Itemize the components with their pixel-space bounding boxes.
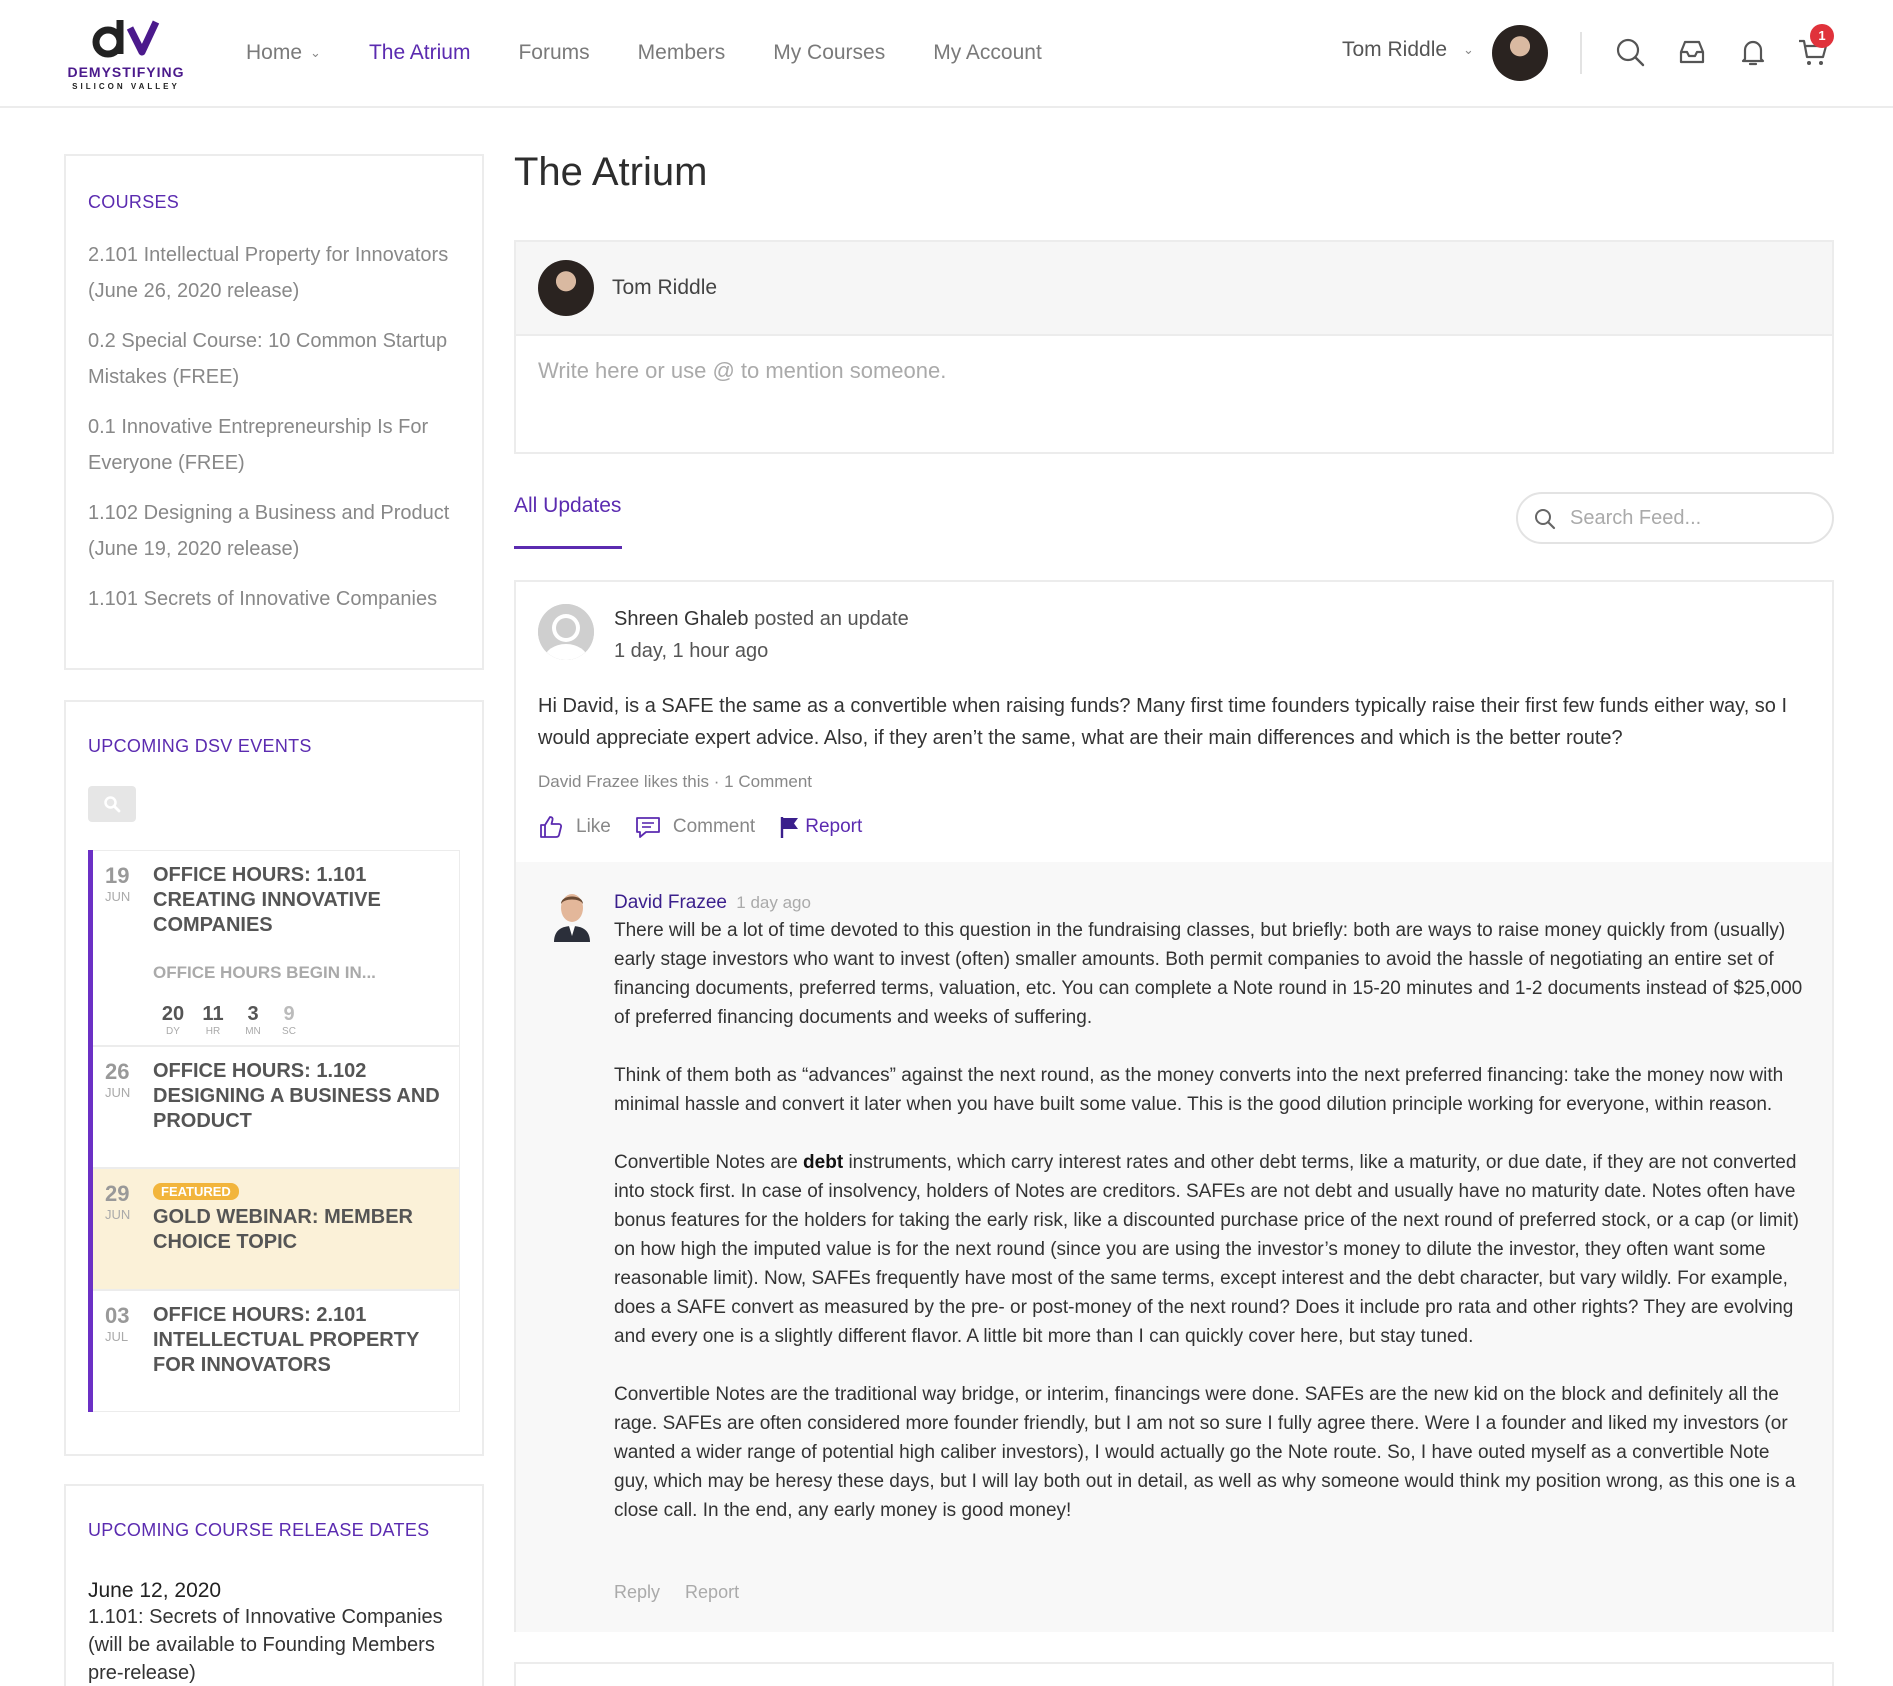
countdown-minutes	[233, 1003, 273, 1037]
countdown-unit: DY	[166, 1026, 180, 1037]
comment-icon	[635, 814, 661, 840]
event-month: JUN	[105, 1085, 131, 1100]
comment-timestamp: 1 day ago	[736, 893, 811, 912]
event-item-featured[interactable]	[93, 1168, 460, 1290]
event-title: OFFICE HOURS: 2.101 INTELLECTUAL PROPERTY FOR INNOVATORS	[153, 1304, 419, 1376]
comment-paragraph: There will be a lot of time devoted to this question in the fundraising classes, but briefly: both are ways to raise money quickly from (usually) early stage investors who want to invest (often) smaller amounts. Both permit companies to avoid the hassle of negotiating an entire set of financing documents, preferred terms, valuation, etc. You can complete a Note round in 15-20 minutes and 1-2 documents instead of $25,000 of preferred financing documents and weeks of suffering.	[614, 920, 1803, 1028]
event-day: 29	[105, 1181, 130, 1206]
featured-badge: FEATURED	[153, 1183, 239, 1200]
nav-my-courses[interactable]: My Courses	[773, 41, 886, 64]
inbox-icon[interactable]	[1676, 36, 1708, 68]
post-action-text: posted an update	[754, 608, 909, 630]
post-timestamp[interactable]: 1 day, 1 hour ago	[614, 640, 769, 662]
comments-section	[516, 862, 1832, 1632]
main-nav	[246, 38, 1090, 68]
comment-label: Comment	[672, 816, 756, 837]
event-title: OFFICE HOURS: 1.102 DESIGNING A BUSINESS AND PRODUCT	[153, 1060, 440, 1132]
post-composer	[514, 240, 1834, 454]
page-title: The Atrium	[514, 150, 708, 194]
next-activity-post	[514, 1662, 1834, 1686]
countdown-unit: SC	[282, 1026, 296, 1037]
comment-paragraph	[614, 1148, 1804, 1351]
thumbs-up-icon	[538, 814, 564, 840]
bell-icon[interactable]	[1737, 36, 1769, 68]
release-description: 1.101: Secrets of Innovative Companies (will be available to Founding Members pre-release)	[88, 1606, 443, 1684]
event-item[interactable]	[93, 1290, 460, 1412]
user-menu[interactable]	[1342, 38, 1474, 62]
events-title: UPCOMING DSV EVENTS	[88, 736, 312, 756]
post-header	[614, 608, 909, 631]
release-date: June 12, 2020	[88, 1579, 222, 1602]
post-author-avatar[interactable]	[538, 604, 594, 660]
composer-header	[516, 242, 1832, 336]
logo-subtext: SILICON VALLEY	[72, 82, 180, 91]
post-author-link[interactable]: Shreen Ghaleb	[614, 608, 749, 630]
event-month: JUN	[105, 889, 131, 904]
feed-search-input[interactable]	[1516, 492, 1834, 544]
activity-post	[514, 580, 1834, 1632]
course-link[interactable]: 1.101 Secrets of Innovative Companies	[88, 588, 438, 610]
like-button[interactable]	[538, 814, 611, 840]
comment-text: instruments, which carry interest rates and other debt terms, like a maturity, or due date, if they are not converted into stock first. In case of insolvency, holders of Notes are creditors. SAFEs are not debt and usually have no maturity date. Notes often have bonus features for the holders for taking the early risk, like a discounted purchase price of the next round of preferred stock, or a cap (or limit) on how high the imputed value is for the next round (since you are using the investor’s money to dilute the investor, they often want some reasonable limit). Now, SAFEs frequently have most of the same terms, except interest and the debt character, but vary wildly. For example, does a SAFE convert as measured by the pre- or post-money of the next round? Does it include pro rata and other rights? They are evolving and every one is a slightly different flavor. A little bit more than I can quickly cover here, but stay tuned.	[614, 1152, 1799, 1347]
countdown-value: 11	[202, 1003, 224, 1025]
search-icon	[1534, 508, 1556, 530]
event-item[interactable]	[93, 850, 460, 1046]
countdown-days	[153, 1003, 193, 1037]
meta-separator: ·	[713, 772, 720, 791]
countdown-value: 20	[161, 1003, 185, 1025]
comment-actions	[614, 1582, 759, 1603]
countdown-unit: MN	[245, 1026, 261, 1037]
comment-reply-button[interactable]: Reply	[614, 1582, 661, 1602]
comment-author-link[interactable]: David Frazee	[614, 892, 727, 913]
feed-search-placeholder: Search Feed...	[1570, 507, 1702, 529]
event-countdown-label: OFFICE HOURS BEGIN IN...	[153, 963, 376, 982]
countdown-unit: HR	[205, 1026, 221, 1037]
course-link[interactable]: 0.2 Special Course: 10 Common Startup Mistakes (FREE)	[88, 330, 448, 388]
countdown-hours	[193, 1003, 233, 1037]
flag-icon	[779, 815, 801, 839]
release-dates-title: UPCOMING COURSE RELEASE DATES	[88, 1520, 430, 1540]
event-item[interactable]	[93, 1046, 460, 1168]
nav-home[interactable]	[246, 41, 321, 65]
nav-my-account[interactable]: My Account	[933, 41, 1042, 64]
release-dates-widget	[64, 1484, 484, 1686]
event-day: 26	[105, 1059, 130, 1084]
report-label: Report	[805, 816, 863, 837]
user-menu-name: Tom Riddle	[1342, 38, 1448, 61]
top-header	[0, 0, 1893, 108]
course-link[interactable]: 2.101 Intellectual Property for Innovators (June 26, 2020 release)	[88, 244, 449, 302]
site-logo[interactable]	[66, 16, 186, 96]
event-month: JUN	[105, 1207, 131, 1222]
post-meta	[538, 772, 812, 792]
search-icon	[103, 795, 121, 813]
logo-text: DEMYSTIFYING	[67, 64, 185, 80]
logo-mark-icon	[92, 16, 160, 60]
comment-body	[614, 916, 1804, 1525]
header-divider	[1580, 32, 1582, 74]
comment-paragraph: Think of them both as “advances” against the next round, as the money converts into the next preferred financing: take the money now with minimal hassle and convert it later when you have built some value. This is the good dilution principle working for everyone, within reason.	[614, 1065, 1784, 1115]
chevron-down-icon: ⌄	[1463, 42, 1474, 57]
course-link[interactable]: 1.102 Designing a Business and Product (June 19, 2020 release)	[88, 502, 450, 560]
events-widget	[64, 700, 484, 1456]
default-avatar-icon	[538, 604, 594, 660]
courses-title: COURSES	[88, 192, 180, 212]
post-actions	[538, 814, 886, 840]
course-link[interactable]: 0.1 Innovative Entrepreneurship Is For Everyone (FREE)	[88, 416, 429, 474]
user-avatar[interactable]	[1492, 25, 1548, 81]
composer-user-name: Tom Riddle	[612, 276, 718, 299]
countdown-seconds	[269, 1003, 309, 1037]
courses-list	[88, 237, 460, 617]
nav-the-atrium[interactable]: The Atrium	[368, 41, 471, 64]
post-body: Hi David, is a SAFE the same as a convertible when raising funds? Many first time founders typically raise their first few funds either way, so I would appreciate expert advice. Also, if they aren’t the same, what are their main differences and which is the better route?	[538, 695, 1788, 749]
comment-author-avatar[interactable]	[550, 886, 594, 942]
comment-button[interactable]	[635, 814, 755, 840]
nav-forums[interactable]: Forums	[518, 41, 590, 64]
report-button[interactable]	[779, 815, 862, 839]
chevron-down-icon: ⌄	[310, 45, 321, 60]
search-icon[interactable]	[1614, 36, 1646, 68]
courses-widget	[64, 154, 484, 670]
tab-active-underline	[514, 546, 622, 549]
composer-input[interactable]: Write here or use @ to mention someone.	[538, 358, 947, 383]
events-list	[88, 850, 460, 1412]
countdown-value: 3	[247, 1003, 259, 1025]
event-day: 03	[105, 1303, 130, 1328]
comment-report-button[interactable]: Report	[685, 1582, 740, 1602]
events-search-button[interactable]	[88, 786, 136, 822]
event-title: OFFICE HOURS: 1.101 CREATING INNOVATIVE COMPANIES	[153, 864, 381, 936]
tab-all-updates[interactable]: All Updates	[514, 494, 622, 517]
event-title: GOLD WEBINAR: MEMBER CHOICE TOPIC	[153, 1206, 413, 1253]
event-day: 19	[105, 863, 130, 888]
composer-avatar	[538, 260, 594, 316]
post-likes-text[interactable]: David Frazee likes this	[538, 772, 710, 791]
post-comments-count[interactable]: 1 Comment	[724, 772, 813, 791]
comment-text: Convertible Notes are	[614, 1152, 798, 1173]
nav-home-label: Home	[246, 41, 303, 64]
comment-paragraph: Convertible Notes are the traditional way bridge, or interim, financings were done. SAFEs are the new kid on the block and definitely all the rage. SAFEs are often considered more founder friendly, but I am not so sure I fully agree there. Were I a founder and liked my investors (or wanted a wider range of potential high caliber investors), I would actually go the Note route. So, I have outed myself as a convertible Note guy, which may be heresy these days, but I will lay both out in detail, as well as why someone would think my position wrong, as this one is a close call. In the end, any early money is good money!	[614, 1384, 1796, 1521]
nav-members[interactable]: Members	[637, 41, 726, 64]
cart-count-badge: 1	[1810, 24, 1834, 48]
countdown-value: 9	[283, 1003, 295, 1025]
event-month: JUL	[105, 1329, 129, 1344]
comment-bold-text: debt	[803, 1152, 844, 1173]
comment-header	[614, 892, 811, 914]
like-label: Like	[576, 816, 611, 837]
